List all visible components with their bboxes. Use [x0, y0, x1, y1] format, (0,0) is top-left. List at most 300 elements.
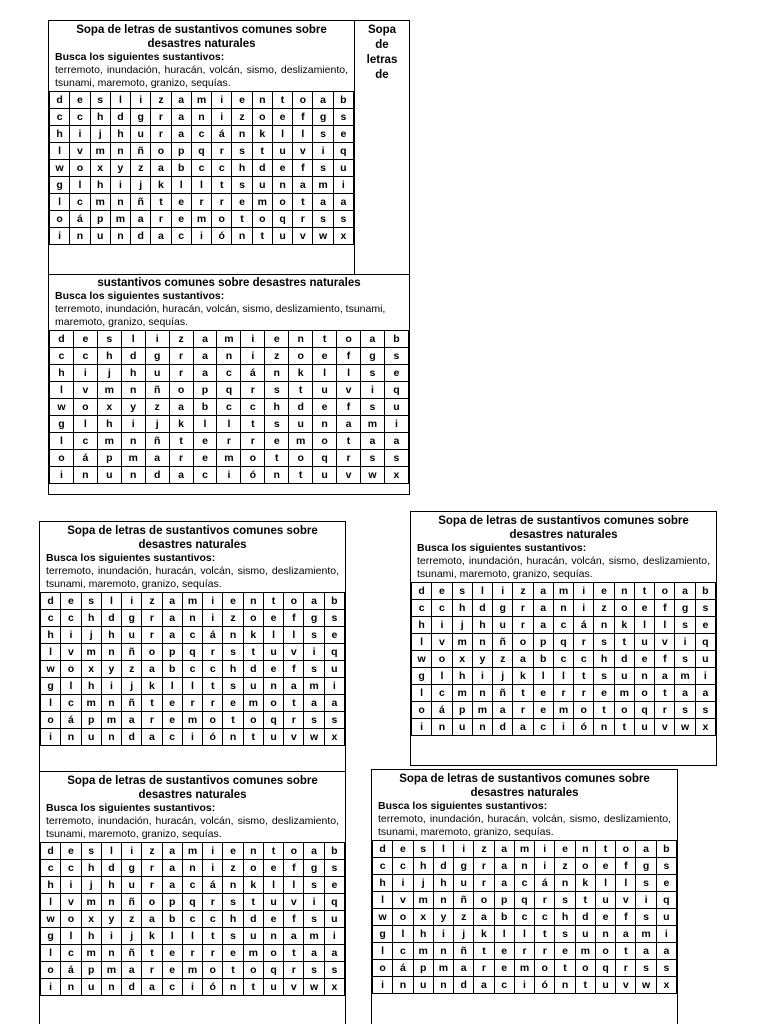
- grid-row: [41, 979, 345, 996]
- grid-cell: b: [324, 593, 344, 610]
- grid-cell: j: [452, 617, 472, 634]
- grid-cell: s: [223, 678, 243, 695]
- grid-cell: e: [393, 841, 413, 858]
- grid-cell: o: [169, 382, 193, 399]
- grid-cell: l: [373, 892, 393, 909]
- grid-cell: c: [41, 610, 61, 627]
- grid-cell: u: [263, 894, 283, 911]
- grid-cell: u: [634, 634, 654, 651]
- grid-cell: i: [121, 416, 145, 433]
- grid-cell: e: [333, 126, 353, 143]
- grid-cell: f: [616, 858, 636, 875]
- grid-cell: n: [265, 467, 289, 484]
- grid-cell: g: [373, 926, 393, 943]
- grid-cell: q: [514, 892, 534, 909]
- grid-cell: u: [595, 977, 615, 994]
- grid-cell: m: [433, 960, 453, 977]
- grid-cell: n: [110, 228, 130, 245]
- grid-cell: n: [223, 729, 243, 746]
- grid-cell: r: [241, 382, 265, 399]
- grid-cell: f: [337, 399, 361, 416]
- grid-cell: s: [360, 365, 384, 382]
- grid-cell: r: [151, 109, 171, 126]
- grid-row: [412, 668, 716, 685]
- grid-cell: l: [41, 644, 61, 661]
- grid-cell: o: [614, 600, 634, 617]
- card-title: Sopa de letras de sustantivos comunes sobre desastres naturales: [399, 773, 650, 799]
- grid-cell: t: [263, 593, 283, 610]
- grid-cell: o: [243, 610, 263, 627]
- grid-cell: t: [594, 702, 614, 719]
- grid-cell: c: [514, 909, 534, 926]
- grid-cell: l: [272, 126, 292, 143]
- grid-cell: c: [171, 228, 191, 245]
- grid-cell: f: [655, 600, 675, 617]
- grid-cell: t: [575, 977, 595, 994]
- grid-cell: a: [675, 685, 695, 702]
- grid-cell: r: [574, 685, 594, 702]
- grid-cell: m: [110, 211, 130, 228]
- grid-cell: l: [110, 92, 130, 109]
- grid-cell: o: [513, 634, 533, 651]
- grid-cell: c: [553, 651, 573, 668]
- grid-cell: i: [333, 177, 353, 194]
- grid-cell: h: [81, 860, 101, 877]
- grid-cell: o: [595, 943, 615, 960]
- grid-cell: y: [110, 160, 130, 177]
- grid-cell: e: [263, 860, 283, 877]
- grid-cell: c: [393, 858, 413, 875]
- grid-cell: u: [324, 661, 344, 678]
- grid-cell: o: [474, 892, 494, 909]
- grid-cell: m: [217, 331, 241, 348]
- grid-cell: d: [575, 909, 595, 926]
- grid-cell: o: [41, 712, 61, 729]
- grid-cell: o: [252, 109, 272, 126]
- letter-grid: [411, 582, 716, 736]
- grid-cell: l: [50, 382, 74, 399]
- grid-cell: p: [494, 892, 514, 909]
- grid-cell: h: [413, 926, 433, 943]
- grid-cell: x: [333, 228, 353, 245]
- grid-row: [50, 177, 354, 194]
- grid-cell: e: [555, 841, 575, 858]
- grid-cell: o: [263, 945, 283, 962]
- grid-cell: h: [412, 617, 432, 634]
- grid-cell: s: [324, 712, 344, 729]
- grid-cell: g: [675, 600, 695, 617]
- grid-cell: f: [293, 160, 313, 177]
- grid-cell: u: [313, 467, 337, 484]
- grid-cell: b: [333, 92, 353, 109]
- grid-cell: ó: [574, 719, 594, 736]
- grid-cell: s: [695, 702, 715, 719]
- grid-cell: c: [182, 877, 202, 894]
- grid-cell: á: [61, 962, 81, 979]
- letter-grid: [40, 842, 345, 996]
- grid-cell: o: [142, 644, 162, 661]
- grid-cell: l: [41, 695, 61, 712]
- grid-cell: t: [284, 695, 304, 712]
- grid-cell: k: [169, 416, 193, 433]
- grid-cell: p: [162, 644, 182, 661]
- grid-cell: f: [337, 348, 361, 365]
- grid-cell: q: [333, 143, 353, 160]
- grid-cell: m: [313, 177, 333, 194]
- grid-cell: s: [304, 911, 324, 928]
- grid-cell: h: [413, 858, 433, 875]
- grid-cell: l: [41, 894, 61, 911]
- grid-cell: o: [432, 651, 452, 668]
- grid-cell: a: [151, 160, 171, 177]
- grid-cell: o: [655, 583, 675, 600]
- grid-cell: l: [61, 678, 81, 695]
- grid-cell: m: [614, 685, 634, 702]
- grid-cell: s: [555, 892, 575, 909]
- grid-cell: i: [217, 467, 241, 484]
- grid-cell: z: [513, 583, 533, 600]
- grid-row: [50, 433, 409, 450]
- grid-cell: d: [101, 610, 121, 627]
- grid-cell: r: [151, 126, 171, 143]
- grid-cell: q: [384, 382, 408, 399]
- grid-cell: r: [169, 365, 193, 382]
- grid-cell: d: [433, 858, 453, 875]
- grid-cell: z: [142, 843, 162, 860]
- grid-cell: j: [413, 875, 433, 892]
- grid-cell: i: [131, 92, 151, 109]
- grid-cell: q: [182, 644, 202, 661]
- grid-cell: n: [555, 977, 575, 994]
- grid-row: [41, 860, 345, 877]
- grid-cell: w: [50, 160, 70, 177]
- grid-cell: m: [101, 712, 121, 729]
- grid-cell: i: [110, 177, 130, 194]
- grid-cell: r: [474, 960, 494, 977]
- grid-cell: m: [97, 382, 121, 399]
- grid-cell: o: [535, 960, 555, 977]
- grid-cell: á: [203, 877, 223, 894]
- grid-cell: k: [575, 875, 595, 892]
- grid-cell: q: [191, 143, 211, 160]
- grid-cell: k: [243, 627, 263, 644]
- grid-cell: d: [50, 92, 70, 109]
- grid-cell: n: [232, 228, 252, 245]
- grid-cell: o: [73, 399, 97, 416]
- grid-cell: c: [432, 600, 452, 617]
- grid-cell: r: [513, 600, 533, 617]
- grid-cell: s: [223, 928, 243, 945]
- grid-row: [41, 593, 345, 610]
- grid-cell: e: [162, 695, 182, 712]
- grid-cell: n: [101, 894, 121, 911]
- grid-cell: t: [263, 843, 283, 860]
- grid-cell: u: [81, 979, 101, 996]
- grid-cell: ó: [203, 729, 223, 746]
- grid-row: [41, 911, 345, 928]
- grid-cell: g: [493, 600, 513, 617]
- grid-row: [412, 702, 716, 719]
- grid-cell: s: [223, 894, 243, 911]
- grid-cell: z: [223, 610, 243, 627]
- grid-cell: r: [284, 962, 304, 979]
- grid-cell: a: [142, 911, 162, 928]
- grid-cell: k: [289, 365, 313, 382]
- grid-cell: a: [533, 617, 553, 634]
- grid-cell: l: [412, 685, 432, 702]
- grid-cell: w: [373, 909, 393, 926]
- grid-cell: c: [182, 627, 202, 644]
- grid-cell: e: [595, 858, 615, 875]
- grid-cell: h: [433, 875, 453, 892]
- grid-cell: v: [284, 729, 304, 746]
- grid-cell: ó: [203, 979, 223, 996]
- word-search-card-2: [48, 275, 410, 495]
- grid-cell: o: [212, 211, 232, 228]
- grid-cell: q: [263, 712, 283, 729]
- grid-cell: r: [142, 627, 162, 644]
- grid-cell: n: [472, 719, 492, 736]
- grid-cell: t: [241, 416, 265, 433]
- grid-cell: r: [553, 685, 573, 702]
- grid-cell: r: [142, 962, 162, 979]
- grid-cell: o: [203, 962, 223, 979]
- grid-cell: h: [594, 651, 614, 668]
- grid-cell: g: [145, 348, 169, 365]
- grid-cell: a: [384, 433, 408, 450]
- grid-cell: e: [432, 583, 452, 600]
- grid-cell: g: [412, 668, 432, 685]
- grid-cell: i: [101, 928, 121, 945]
- grid-cell: e: [634, 651, 654, 668]
- grid-cell: l: [595, 875, 615, 892]
- grid-cell: i: [433, 926, 453, 943]
- grid-cell: n: [121, 382, 145, 399]
- grid-cell: n: [182, 610, 202, 627]
- grid-cell: l: [533, 668, 553, 685]
- grid-cell: e: [384, 365, 408, 382]
- grid-cell: j: [81, 627, 101, 644]
- grid-cell: s: [97, 331, 121, 348]
- grid-cell: b: [162, 911, 182, 928]
- grid-cell: e: [313, 399, 337, 416]
- grid-cell: x: [656, 977, 676, 994]
- grid-row: [41, 877, 345, 894]
- grid-cell: e: [223, 843, 243, 860]
- grid-cell: n: [313, 416, 337, 433]
- grid-cell: t: [535, 926, 555, 943]
- grid-cell: i: [313, 143, 333, 160]
- grid-cell: m: [514, 960, 534, 977]
- grid-cell: t: [284, 945, 304, 962]
- grid-cell: c: [61, 695, 81, 712]
- word-list: terremoto, inundación, huracán, volcán, sismo, deslizamiento, tsunami, maremoto, granizo, sequías.: [378, 813, 671, 838]
- grid-cell: t: [655, 685, 675, 702]
- grid-cell: o: [241, 450, 265, 467]
- grid-cell: r: [655, 702, 675, 719]
- grid-cell: ñ: [493, 634, 513, 651]
- grid-cell: v: [284, 644, 304, 661]
- letter-grid: [49, 330, 409, 484]
- grid-cell: o: [293, 92, 313, 109]
- grid-cell: j: [122, 678, 142, 695]
- grid-cell: i: [191, 228, 211, 245]
- grid-cell: a: [171, 109, 191, 126]
- grid-cell: s: [636, 909, 656, 926]
- grid-cell: o: [284, 843, 304, 860]
- grid-cell: r: [535, 943, 555, 960]
- grid-cell: i: [472, 668, 492, 685]
- grid-cell: l: [616, 875, 636, 892]
- grid-cell: m: [81, 945, 101, 962]
- grid-cell: v: [73, 382, 97, 399]
- grid-cell: m: [472, 702, 492, 719]
- grid-cell: n: [594, 719, 614, 736]
- grid-cell: n: [634, 668, 654, 685]
- grid-cell: e: [263, 911, 283, 928]
- grid-cell: i: [182, 729, 202, 746]
- grid-cell: n: [514, 858, 534, 875]
- grid-cell: g: [454, 858, 474, 875]
- grid-cell: l: [337, 365, 361, 382]
- grid-cell: m: [252, 194, 272, 211]
- grid-cell: a: [304, 843, 324, 860]
- grid-cell: i: [432, 617, 452, 634]
- grid-cell: t: [243, 644, 263, 661]
- grid-cell: f: [616, 909, 636, 926]
- grid-cell: r: [169, 450, 193, 467]
- grid-cell: s: [675, 702, 695, 719]
- grid-cell: d: [472, 600, 492, 617]
- grid-cell: m: [182, 593, 202, 610]
- grid-cell: l: [182, 678, 202, 695]
- grid-cell: r: [513, 617, 533, 634]
- grid-row: [41, 610, 345, 627]
- grid-cell: d: [41, 593, 61, 610]
- grid-cell: a: [284, 678, 304, 695]
- grid-cell: a: [675, 583, 695, 600]
- grid-cell: b: [324, 843, 344, 860]
- grid-cell: l: [50, 194, 70, 211]
- grid-cell: t: [595, 841, 615, 858]
- grid-cell: b: [384, 331, 408, 348]
- grid-cell: a: [145, 450, 169, 467]
- grid-cell: l: [293, 126, 313, 143]
- grid-cell: l: [193, 416, 217, 433]
- grid-cell: s: [333, 109, 353, 126]
- grid-cell: l: [61, 928, 81, 945]
- grid-cell: f: [284, 610, 304, 627]
- card-title: Sopa de letras de sustantivos comunes sobre desastres naturales: [76, 24, 327, 50]
- grid-cell: l: [182, 928, 202, 945]
- grid-cell: u: [122, 627, 142, 644]
- grid-cell: m: [575, 943, 595, 960]
- grid-cell: á: [70, 211, 90, 228]
- grid-cell: q: [313, 450, 337, 467]
- grid-cell: s: [304, 627, 324, 644]
- grid-cell: i: [122, 843, 142, 860]
- grid-cell: c: [533, 719, 553, 736]
- grid-cell: e: [171, 194, 191, 211]
- grid-cell: m: [360, 416, 384, 433]
- grid-cell: r: [293, 211, 313, 228]
- grid-cell: u: [384, 399, 408, 416]
- grid-cell: a: [162, 593, 182, 610]
- grid-cell: p: [162, 894, 182, 911]
- grid-cell: l: [162, 678, 182, 695]
- grid-cell: j: [131, 177, 151, 194]
- grid-cell: a: [513, 651, 533, 668]
- grid-cell: n: [555, 875, 575, 892]
- grid-cell: s: [304, 661, 324, 678]
- grid-cell: a: [333, 194, 353, 211]
- grid-cell: l: [162, 928, 182, 945]
- grid-cell: i: [241, 348, 265, 365]
- grid-cell: t: [265, 450, 289, 467]
- grid-cell: e: [61, 593, 81, 610]
- grid-cell: o: [61, 911, 81, 928]
- grid-row: [50, 126, 354, 143]
- grid-cell: m: [304, 928, 324, 945]
- grid-cell: a: [162, 877, 182, 894]
- grid-cell: a: [193, 348, 217, 365]
- grid-cell: i: [241, 331, 265, 348]
- grid-cell: r: [203, 945, 223, 962]
- grid-cell: m: [81, 695, 101, 712]
- grid-cell: i: [324, 678, 344, 695]
- grid-cell: w: [636, 977, 656, 994]
- grid-cell: s: [636, 875, 656, 892]
- grid-cell: ñ: [122, 894, 142, 911]
- grid-cell: t: [142, 695, 162, 712]
- grid-row: [50, 416, 409, 433]
- grid-cell: e: [171, 211, 191, 228]
- grid-row: [50, 109, 354, 126]
- grid-cell: m: [413, 892, 433, 909]
- grid-cell: n: [61, 729, 81, 746]
- grid-cell: f: [284, 860, 304, 877]
- grid-cell: h: [265, 399, 289, 416]
- grid-cell: d: [252, 160, 272, 177]
- grid-cell: b: [494, 909, 514, 926]
- grid-cell: m: [121, 450, 145, 467]
- grid-cell: c: [217, 399, 241, 416]
- grid-cell: e: [162, 945, 182, 962]
- grid-cell: á: [203, 627, 223, 644]
- grid-cell: b: [695, 583, 715, 600]
- grid-cell: r: [151, 211, 171, 228]
- grid-cell: n: [101, 644, 121, 661]
- grid-cell: h: [373, 875, 393, 892]
- grid-cell: x: [81, 911, 101, 928]
- grid-cell: h: [121, 365, 145, 382]
- grid-row: [41, 695, 345, 712]
- card-title: Sopa de letras de sustantivos comunes sobre desastres naturales: [438, 515, 689, 541]
- grid-cell: ñ: [145, 433, 169, 450]
- grid-cell: u: [122, 877, 142, 894]
- grid-cell: j: [97, 365, 121, 382]
- grid-cell: l: [73, 416, 97, 433]
- grid-cell: s: [413, 841, 433, 858]
- grid-cell: m: [553, 583, 573, 600]
- grid-cell: a: [313, 194, 333, 211]
- grid-cell: r: [203, 894, 223, 911]
- grid-cell: a: [324, 945, 344, 962]
- grid-cell: u: [313, 382, 337, 399]
- grid-cell: l: [313, 365, 337, 382]
- grid-cell: j: [90, 126, 110, 143]
- grid-cell: n: [61, 979, 81, 996]
